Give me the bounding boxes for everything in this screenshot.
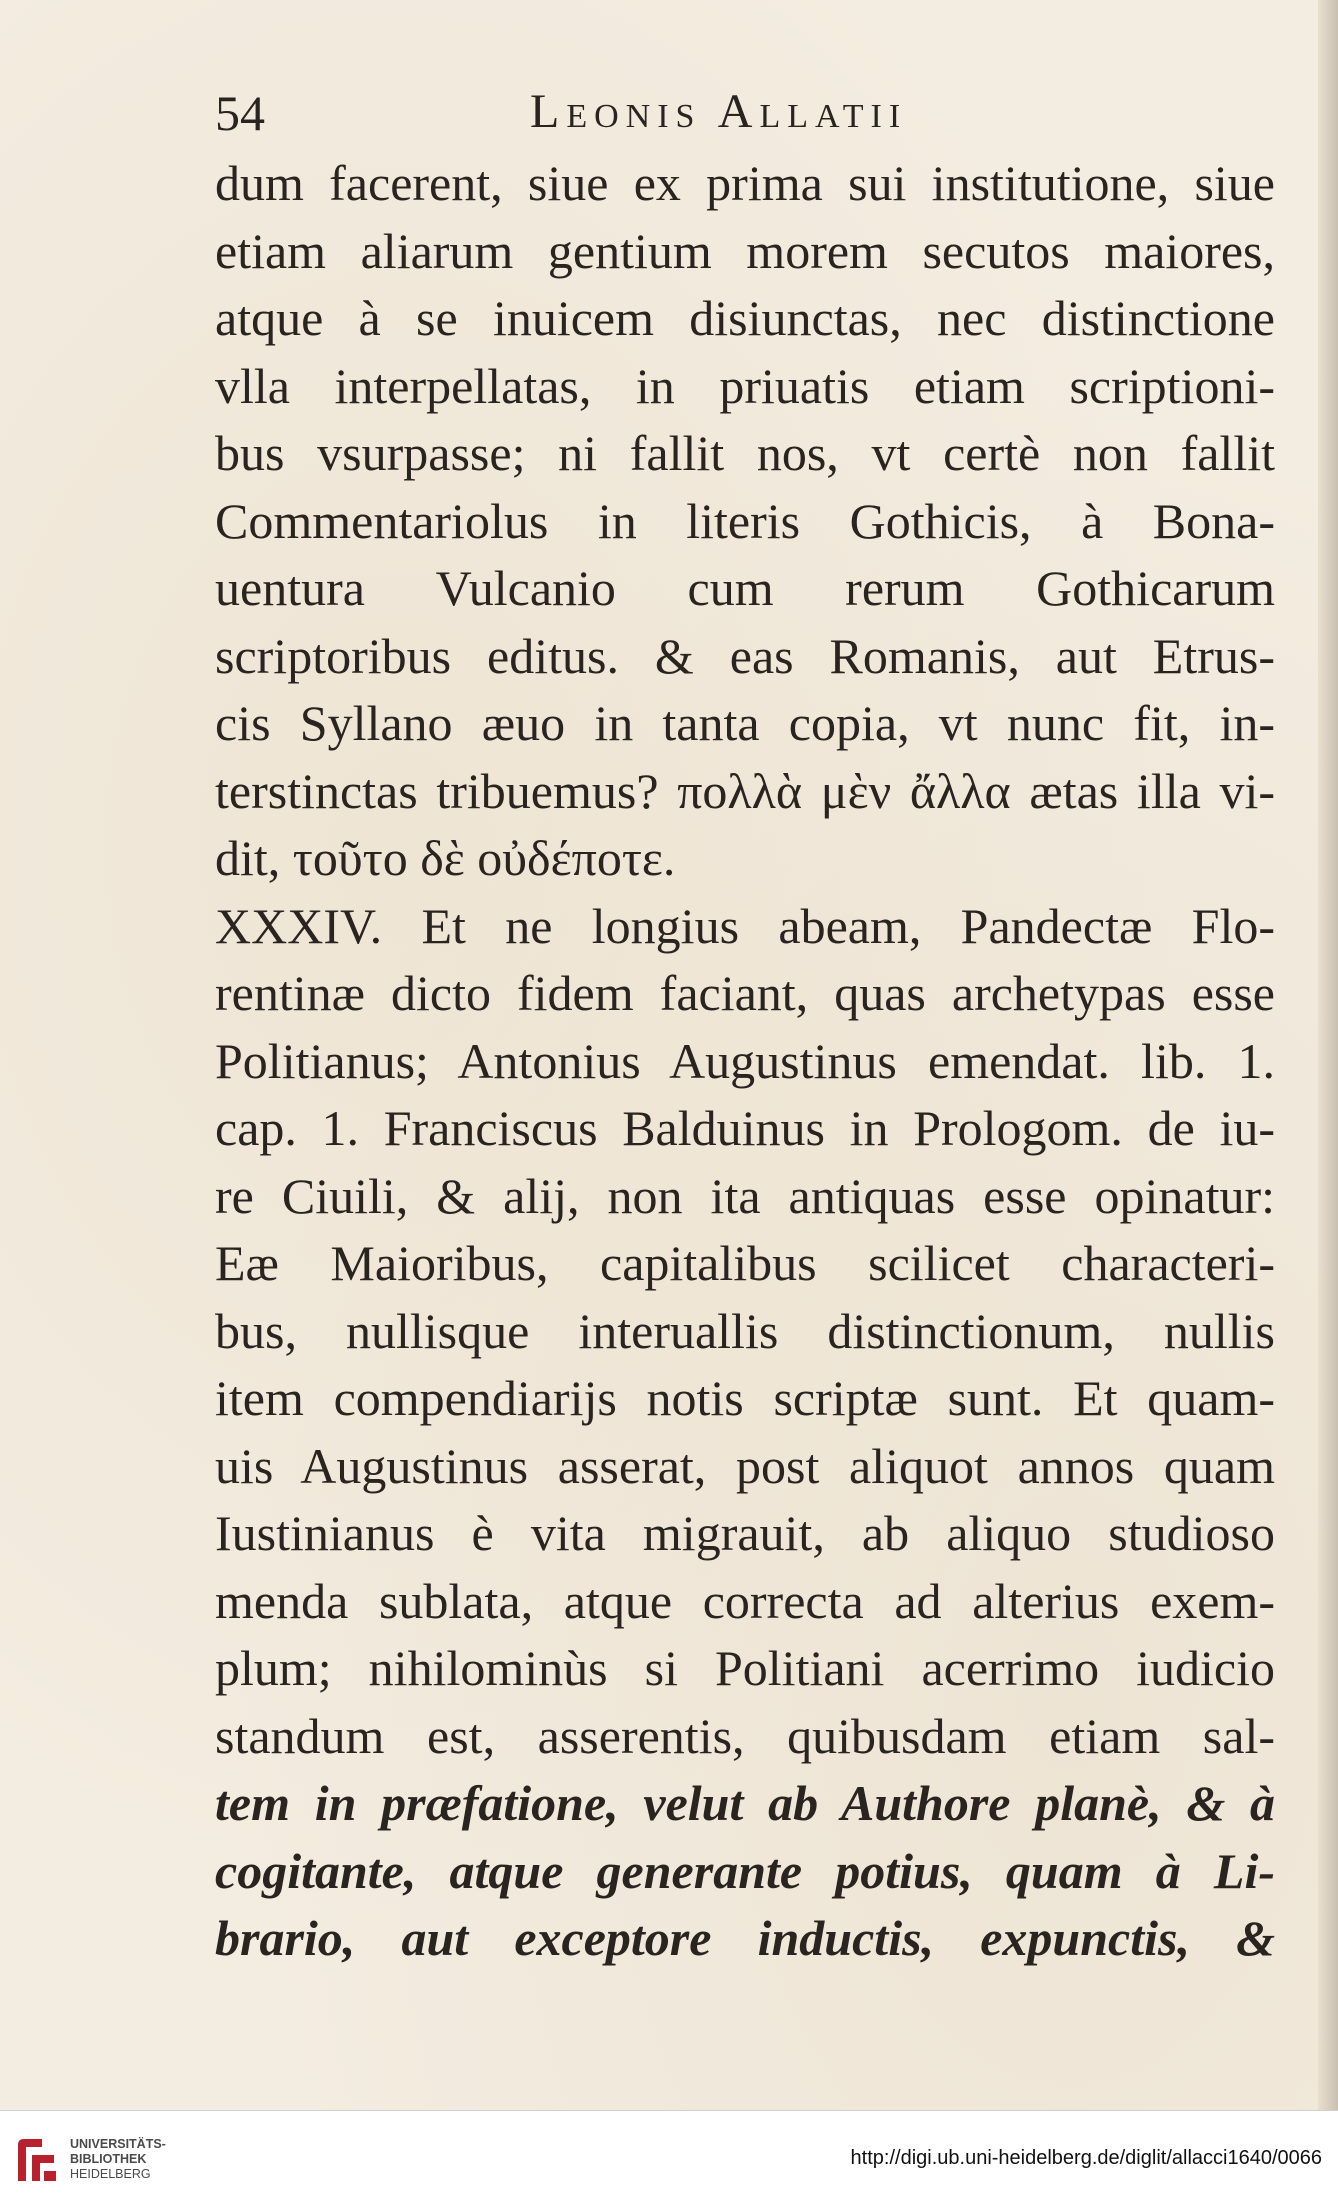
viewer-footer (0, 2110, 1338, 2208)
page-edge (1318, 0, 1338, 2110)
text-line: re Ciuili, & alij, non ita antiquas esse opinatur: (215, 1167, 1275, 1224)
text-line: atque à se inuicem disiunctas, nec distinctione (215, 290, 1275, 346)
text-line: bus, nullisque interuallis distinctionum, nullis (215, 1302, 1275, 1359)
body-text (215, 150, 1275, 1973)
library-logo-icon (14, 2135, 60, 2185)
text-line: dit, τοῦτο δὲ οὐδέποτε. (215, 830, 676, 886)
text-line: standum est, asserentis, quibusdam etiam sal- (215, 1707, 1275, 1764)
text-line: menda sublata, atque correcta ad alterius exem- (215, 1572, 1275, 1629)
text-line: Politianus; Antonius Augustinus emendat. lib. 1. (215, 1032, 1275, 1089)
library-name-line: HEIDELBERG (70, 2167, 151, 2181)
text-line: vlla interpellatas, in priuatis etiam scriptioni- (215, 357, 1275, 414)
library-name (70, 2137, 166, 2182)
library-name-line: BIBLIOTHEK (70, 2152, 147, 2166)
text-line: cogitante, atque generante potius, quam à Li- (215, 1842, 1275, 1899)
text-line: terstinctas tribuemus? πολλὰ μὲν ἄλλα ætas illa vi- (215, 762, 1275, 819)
text-line: uentura Vulcanio cum rerum Gothicarum (215, 560, 1275, 616)
text-line: tem in præfatione, velut ab Authore planè, & à (215, 1775, 1275, 1831)
text-line: dum facerent, siue ex prima sui institutione, siue (215, 155, 1275, 211)
text-line: uis Augustinus asserat, post aliquot annos quam (215, 1437, 1275, 1494)
page-header (215, 84, 1275, 154)
page-number: 54 (215, 85, 265, 141)
text-line: Eæ Maioribus, capitalibus scilicet characteri- (215, 1235, 1275, 1291)
text-line: bus vsurpasse; ni fallit nos, vt certè non fallit (215, 425, 1275, 481)
running-head: Leonis Allatii (530, 85, 908, 138)
text-line: cap. 1. Franciscus Balduinus in Prologom. de iu- (215, 1100, 1275, 1156)
text-line: rentinæ dicto fidem faciant, quas archetypas esse (215, 965, 1275, 1021)
text-line: Commentariolus in literis Gothicis, à Bona- (215, 492, 1275, 549)
library-name-line: UNIVERSITÄTS- (70, 2137, 166, 2151)
library-logo[interactable] (14, 2127, 184, 2193)
permalink-url[interactable]: http://digi.ub.uni-heidelberg.de/diglit/allacci1640/0066 (850, 2147, 1322, 2169)
text-line: brario, aut exceptore inductis, expunctis, & (215, 1910, 1275, 1966)
text-line: cis Syllano æuo in tanta copia, vt nunc fit, in- (215, 695, 1275, 751)
text-line: scriptoribus editus. & eas Romanis, aut Etrus- (215, 627, 1275, 684)
text-line: XXXIV. Et ne longius abeam, Pandectæ Flo- (215, 897, 1275, 954)
text-line: item compendiarijs notis scriptæ sunt. Et quam- (215, 1370, 1275, 1426)
text-line: plum; nihilominùs si Politiani acerrimo iudicio (215, 1640, 1275, 1696)
text-line: etiam aliarum gentium morem secutos maiores, (215, 222, 1275, 279)
text-line: Iustinianus è vita migrauit, ab aliquo studioso (215, 1505, 1275, 1561)
